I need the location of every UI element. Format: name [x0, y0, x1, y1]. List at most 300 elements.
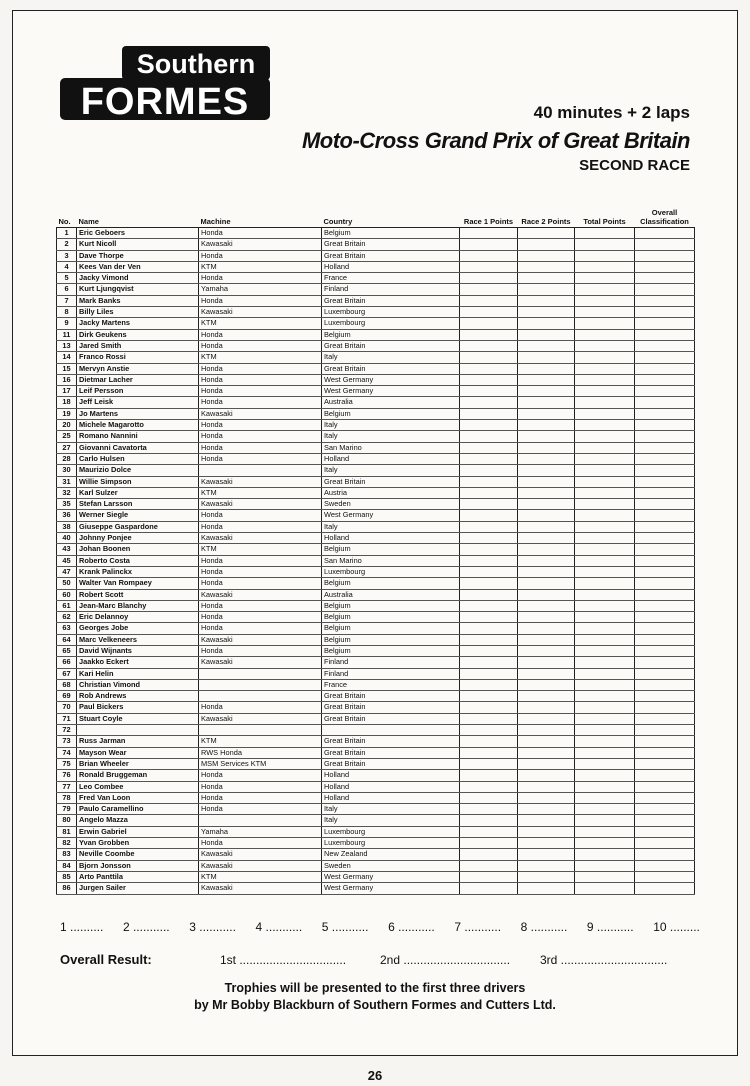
rider-country: West Germany	[322, 871, 460, 882]
rider-name: Johan Boonen	[77, 544, 199, 555]
rider-country: Belgium	[322, 578, 460, 589]
rider-machine: KTM	[199, 871, 322, 882]
rider-name: Dietmar Lacher	[77, 374, 199, 385]
rider-name: Roberto Costa	[77, 555, 199, 566]
race1-points-cell	[460, 838, 518, 849]
total-points-cell	[575, 826, 635, 837]
race2-points-cell	[518, 318, 575, 329]
race2-points-cell	[518, 838, 575, 849]
table-row	[57, 804, 695, 815]
race1-points-cell	[460, 284, 518, 295]
table-row	[57, 284, 695, 295]
race1-points-cell	[460, 702, 518, 713]
table-row	[57, 295, 695, 306]
race2-points-cell	[518, 702, 575, 713]
overall-second: 2nd ................................	[380, 953, 511, 967]
rider-number: 2	[57, 239, 77, 250]
race2-points-cell	[518, 239, 575, 250]
rider-country: Holland	[322, 770, 460, 781]
race2-points-cell	[518, 860, 575, 871]
rider-number: 62	[57, 612, 77, 623]
rider-country: Holland	[322, 781, 460, 792]
race1-points-cell	[460, 544, 518, 555]
overall-classification-cell	[635, 420, 695, 431]
rider-rows	[57, 228, 695, 895]
rider-number: 17	[57, 386, 77, 397]
total-points-cell	[575, 521, 635, 532]
race1-points-cell	[460, 499, 518, 510]
table-row	[57, 883, 695, 894]
race2-points-cell	[518, 442, 575, 453]
total-points-cell	[575, 578, 635, 589]
overall-classification-cell	[635, 431, 695, 442]
rider-country: West Germany	[322, 510, 460, 521]
rider-name: Jo Martens	[77, 408, 199, 419]
table-row	[57, 838, 695, 849]
rider-country: San Marino	[322, 555, 460, 566]
race1-points-cell	[460, 600, 518, 611]
col-no: No.	[57, 199, 77, 228]
total-points-cell	[575, 713, 635, 724]
overall-classification-cell	[635, 487, 695, 498]
race1-points-cell	[460, 634, 518, 645]
race2-points-cell	[518, 521, 575, 532]
rider-number: 47	[57, 566, 77, 577]
race2-points-cell	[518, 657, 575, 668]
rider-name: Stuart Coyle	[77, 713, 199, 724]
rider-number: 8	[57, 307, 77, 318]
rider-country: Belgium	[322, 634, 460, 645]
rider-country: West Germany	[322, 386, 460, 397]
rider-name: Eric Delannoy	[77, 612, 199, 623]
total-points-cell	[575, 284, 635, 295]
race2-points-cell	[518, 612, 575, 623]
rider-machine: Honda	[199, 623, 322, 634]
table-row	[57, 871, 695, 882]
rider-name: Stefan Larsson	[77, 499, 199, 510]
overall-first: 1st ................................	[220, 953, 347, 967]
rider-name: Dave Thorpe	[77, 250, 199, 261]
overall-classification-cell	[635, 363, 695, 374]
race2-points-cell	[518, 352, 575, 363]
race2-points-cell	[518, 499, 575, 510]
rider-country: Great Britain	[322, 340, 460, 351]
logo-line1: Southern	[136, 49, 256, 79]
rider-number: 80	[57, 815, 77, 826]
race1-points-cell	[460, 657, 518, 668]
overall-classification-cell	[635, 804, 695, 815]
rider-number: 31	[57, 476, 77, 487]
total-points-cell	[575, 770, 635, 781]
table-row	[57, 544, 695, 555]
rider-machine: KTM	[199, 544, 322, 555]
rider-number: 45	[57, 555, 77, 566]
rider-number: 50	[57, 578, 77, 589]
total-points-cell	[575, 555, 635, 566]
rider-machine: KTM	[199, 261, 322, 272]
rider-machine: Yamaha	[199, 284, 322, 295]
rider-machine: Honda	[199, 250, 322, 261]
overall-classification-cell	[635, 340, 695, 351]
race2-points-cell	[518, 883, 575, 894]
rider-number: 7	[57, 295, 77, 306]
race1-points-cell	[460, 408, 518, 419]
placings-line	[60, 920, 700, 934]
place-6: 6 ...........	[388, 920, 435, 934]
place-7: 7 ...........	[454, 920, 502, 934]
rider-name: Angelo Mazza	[77, 815, 199, 826]
table-row	[57, 453, 695, 464]
rider-machine: Honda	[199, 555, 322, 566]
rider-country: Sweden	[322, 499, 460, 510]
rider-country: Italy	[322, 804, 460, 815]
race1-points-cell	[460, 329, 518, 340]
race2-points-cell	[518, 465, 575, 476]
race1-points-cell	[460, 465, 518, 476]
overall-classification-cell	[635, 318, 695, 329]
total-points-cell	[575, 781, 635, 792]
rider-name: Eric Geboers	[77, 228, 199, 239]
trophy-line-2: by Mr Bobby Blackburn of Southern Formes and Cutters Ltd.	[194, 998, 556, 1012]
total-points-cell	[575, 600, 635, 611]
rider-number: 18	[57, 397, 77, 408]
overall-classification-cell	[635, 555, 695, 566]
rider-country: Holland	[322, 261, 460, 272]
rider-number: 86	[57, 883, 77, 894]
race2-points-cell	[518, 679, 575, 690]
rider-number: 40	[57, 533, 77, 544]
total-points-cell	[575, 329, 635, 340]
table-row	[57, 691, 695, 702]
table-row	[57, 307, 695, 318]
rider-country: New Zealand	[322, 849, 460, 860]
rider-country: Belgium	[322, 544, 460, 555]
rider-machine: KTM	[199, 736, 322, 747]
overall-classification-cell	[635, 883, 695, 894]
race1-points-cell	[460, 453, 518, 464]
rider-country: San Marino	[322, 442, 460, 453]
rider-machine: Honda	[199, 521, 322, 532]
race1-points-cell	[460, 860, 518, 871]
overall-classification-cell	[635, 679, 695, 690]
rider-number: 67	[57, 668, 77, 679]
page-number: 26	[367, 1068, 383, 1083]
rider-number: 28	[57, 453, 77, 464]
rider-country: Italy	[322, 352, 460, 363]
rider-machine: Kawasaki	[199, 499, 322, 510]
rider-name: Paulo Caramellino	[77, 804, 199, 815]
overall-classification-cell	[635, 273, 695, 284]
total-points-cell	[575, 533, 635, 544]
rider-machine: Honda	[199, 228, 322, 239]
table-row	[57, 239, 695, 250]
race1-points-cell	[460, 397, 518, 408]
table-row	[57, 781, 695, 792]
overall-classification-cell	[635, 521, 695, 532]
overall-classification-cell	[635, 228, 695, 239]
rider-name: Jacky Martens	[77, 318, 199, 329]
race1-points-cell	[460, 815, 518, 826]
col-country: Country	[322, 199, 460, 228]
table-row	[57, 668, 695, 679]
table-row	[57, 679, 695, 690]
total-points-cell	[575, 374, 635, 385]
rider-machine: Kawasaki	[199, 533, 322, 544]
rider-number: 4	[57, 261, 77, 272]
rider-number: 73	[57, 736, 77, 747]
table-row	[57, 725, 695, 736]
overall-classification-cell	[635, 758, 695, 769]
table-row	[57, 702, 695, 713]
table-row	[57, 645, 695, 656]
rider-name: Rob Andrews	[77, 691, 199, 702]
rider-number: 43	[57, 544, 77, 555]
rider-number: 72	[57, 725, 77, 736]
rider-machine: Honda	[199, 645, 322, 656]
rider-machine: Honda	[199, 792, 322, 803]
table-row	[57, 329, 695, 340]
rider-name: Jared Smith	[77, 340, 199, 351]
race-duration: 40 minutes + 2 laps	[533, 103, 690, 122]
race1-points-cell	[460, 510, 518, 521]
race2-points-cell	[518, 781, 575, 792]
table-row	[57, 600, 695, 611]
race1-points-cell	[460, 645, 518, 656]
rider-number: 25	[57, 431, 77, 442]
rider-number: 14	[57, 352, 77, 363]
rider-machine: KTM	[199, 352, 322, 363]
total-points-cell	[575, 442, 635, 453]
table-row	[57, 420, 695, 431]
rider-name: Carlo Hulsen	[77, 453, 199, 464]
overall-classification-cell	[635, 634, 695, 645]
logo-line2: FORMES	[80, 81, 250, 122]
total-points-cell	[575, 318, 635, 329]
col-race2: Race 2 Points	[518, 199, 575, 228]
race1-points-cell	[460, 239, 518, 250]
rider-country: Belgium	[322, 228, 460, 239]
rider-name: Bjorn Jonsson	[77, 860, 199, 871]
rider-machine: Honda	[199, 453, 322, 464]
overall-classification-cell	[635, 849, 695, 860]
rider-machine: Honda	[199, 295, 322, 306]
race1-points-cell	[460, 352, 518, 363]
rider-number: 71	[57, 713, 77, 724]
rider-country: Sweden	[322, 860, 460, 871]
rider-country: West Germany	[322, 883, 460, 894]
overall-classification-cell	[635, 329, 695, 340]
race1-points-cell	[460, 431, 518, 442]
rider-machine: Honda	[199, 702, 322, 713]
trophy-notice	[0, 980, 750, 1014]
table-row	[57, 273, 695, 284]
rider-name: Billy Liles	[77, 307, 199, 318]
race2-points-cell	[518, 420, 575, 431]
rider-machine: Honda	[199, 804, 322, 815]
overall-result-label: Overall Result:	[60, 952, 152, 967]
rider-machine: Kawasaki	[199, 589, 322, 600]
rider-name: Mark Banks	[77, 295, 199, 306]
rider-country: Great Britain	[322, 747, 460, 758]
rider-country: Belgium	[322, 600, 460, 611]
race1-points-cell	[460, 273, 518, 284]
race1-points-cell	[460, 578, 518, 589]
rider-country: Italy	[322, 431, 460, 442]
table-row	[57, 713, 695, 724]
overall-classification-cell	[635, 386, 695, 397]
rider-name: Kurt Nicoll	[77, 239, 199, 250]
results-table-wrap	[56, 199, 694, 895]
rider-machine: Kawasaki	[199, 860, 322, 871]
total-points-cell	[575, 871, 635, 882]
rider-country: Great Britain	[322, 702, 460, 713]
overall-classification-cell	[635, 533, 695, 544]
rider-machine: MSM Services KTM	[199, 758, 322, 769]
overall-classification-cell	[635, 600, 695, 611]
race2-points-cell	[518, 363, 575, 374]
race2-points-cell	[518, 386, 575, 397]
rider-name: Mayson Wear	[77, 747, 199, 758]
rider-name: Kees Van der Ven	[77, 261, 199, 272]
table-row	[57, 860, 695, 871]
total-points-cell	[575, 487, 635, 498]
rider-name: Maurizio Dolce	[77, 465, 199, 476]
total-points-cell	[575, 668, 635, 679]
rider-number: 77	[57, 781, 77, 792]
rider-number: 11	[57, 329, 77, 340]
table-row	[57, 555, 695, 566]
race1-points-cell	[460, 566, 518, 577]
rider-machine: Honda	[199, 340, 322, 351]
rider-country: Great Britain	[322, 758, 460, 769]
total-points-cell	[575, 645, 635, 656]
race1-points-cell	[460, 250, 518, 261]
overall-classification-cell	[635, 578, 695, 589]
rider-name: Kari Helin	[77, 668, 199, 679]
overall-classification-cell	[635, 284, 695, 295]
rider-number: 84	[57, 860, 77, 871]
overall-classification-cell	[635, 645, 695, 656]
rider-machine: Kawasaki	[199, 239, 322, 250]
rider-number: 82	[57, 838, 77, 849]
total-points-cell	[575, 465, 635, 476]
race2-points-cell	[518, 453, 575, 464]
overall-classification-cell	[635, 250, 695, 261]
race2-points-cell	[518, 691, 575, 702]
race2-points-cell	[518, 645, 575, 656]
rider-number: 61	[57, 600, 77, 611]
rider-name: Michele Magarotto	[77, 420, 199, 431]
rider-number: 19	[57, 408, 77, 419]
total-points-cell	[575, 838, 635, 849]
race2-points-cell	[518, 228, 575, 239]
rider-machine: Kawasaki	[199, 476, 322, 487]
race1-points-cell	[460, 476, 518, 487]
southern-formes-logo	[58, 44, 272, 122]
rider-country: Great Britain	[322, 239, 460, 250]
overall-classification-cell	[635, 352, 695, 363]
total-points-cell	[575, 352, 635, 363]
rider-country: Belgium	[322, 408, 460, 419]
race1-points-cell	[460, 261, 518, 272]
rider-number: 20	[57, 420, 77, 431]
race2-points-cell	[518, 747, 575, 758]
rider-machine: Honda	[199, 510, 322, 521]
col-race1: Race 1 Points	[460, 199, 518, 228]
rider-number: 85	[57, 871, 77, 882]
table-row	[57, 634, 695, 645]
page-title: Moto-Cross Grand Prix of Great Britain	[301, 128, 690, 153]
table-row	[57, 340, 695, 351]
rider-name: Fred Van Loon	[77, 792, 199, 803]
table-row	[57, 657, 695, 668]
race2-points-cell	[518, 510, 575, 521]
table-row	[57, 770, 695, 781]
rider-country: Italy	[322, 420, 460, 431]
rider-number: 78	[57, 792, 77, 803]
rider-machine: Honda	[199, 397, 322, 408]
table-row	[57, 578, 695, 589]
rider-name: Russ Jarman	[77, 736, 199, 747]
rider-country: Great Britain	[322, 476, 460, 487]
rider-number: 60	[57, 589, 77, 600]
rider-machine: Kawasaki	[199, 713, 322, 724]
rider-machine: Honda	[199, 329, 322, 340]
table-row	[57, 465, 695, 476]
race2-points-cell	[518, 589, 575, 600]
race2-points-cell	[518, 826, 575, 837]
rider-name: Willie Simpson	[77, 476, 199, 487]
race1-points-cell	[460, 295, 518, 306]
race1-points-cell	[460, 883, 518, 894]
rider-name: Ronald Bruggeman	[77, 770, 199, 781]
total-points-cell	[575, 612, 635, 623]
rider-name: Leo Combee	[77, 781, 199, 792]
rider-number: 32	[57, 487, 77, 498]
rider-country: Finland	[322, 284, 460, 295]
rider-machine: Honda	[199, 566, 322, 577]
table-row	[57, 363, 695, 374]
table-row	[57, 758, 695, 769]
race2-points-cell	[518, 849, 575, 860]
overall-classification-cell	[635, 815, 695, 826]
race1-points-cell	[460, 420, 518, 431]
overall-classification-cell	[635, 374, 695, 385]
race1-points-cell	[460, 826, 518, 837]
table-row	[57, 499, 695, 510]
rider-country: Luxembourg	[322, 307, 460, 318]
rider-country: Great Britain	[322, 691, 460, 702]
rider-number: 9	[57, 318, 77, 329]
race1-points-cell	[460, 804, 518, 815]
race2-points-cell	[518, 871, 575, 882]
race1-points-cell	[460, 307, 518, 318]
race2-points-cell	[518, 408, 575, 419]
col-total: Total Points	[575, 199, 635, 228]
race2-points-cell	[518, 634, 575, 645]
table-row	[57, 736, 695, 747]
table-row	[57, 261, 695, 272]
total-points-cell	[575, 691, 635, 702]
rider-number: 38	[57, 521, 77, 532]
total-points-cell	[575, 295, 635, 306]
total-points-cell	[575, 363, 635, 374]
total-points-cell	[575, 307, 635, 318]
rider-name: Giovanni Cavatorta	[77, 442, 199, 453]
rider-number: 13	[57, 340, 77, 351]
table-row	[57, 521, 695, 532]
rider-country: Great Britain	[322, 250, 460, 261]
